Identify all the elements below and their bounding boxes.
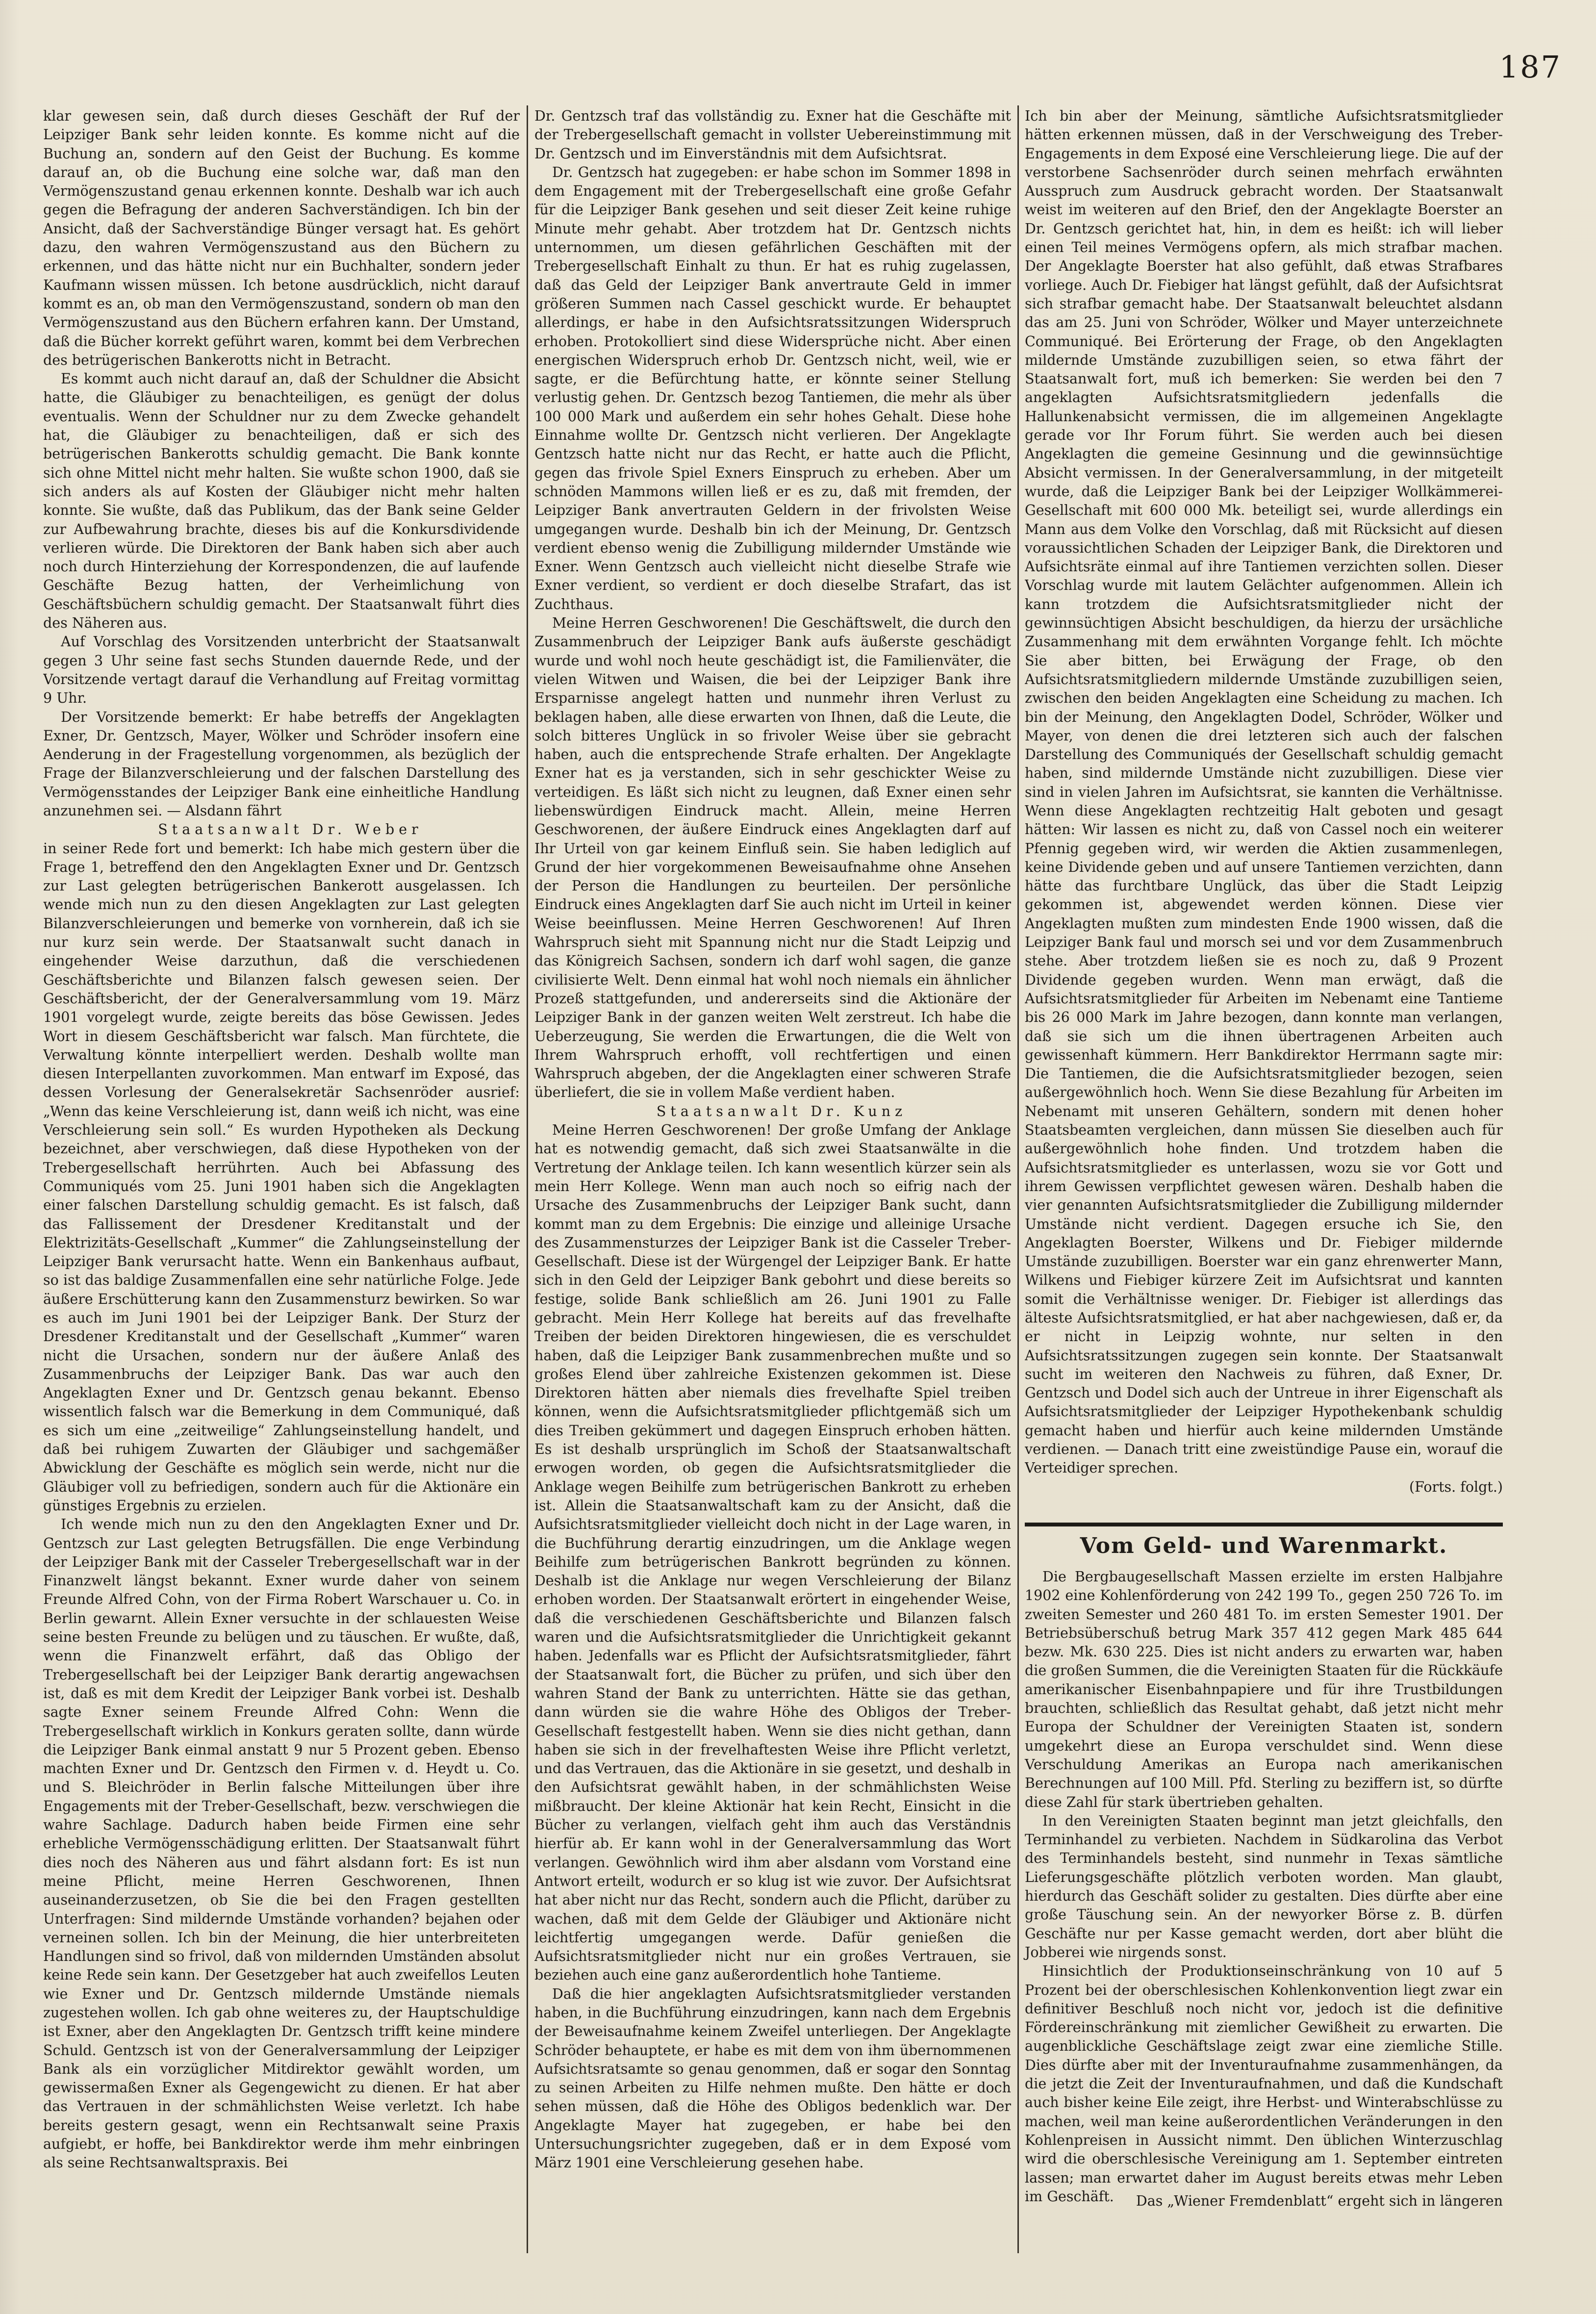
paragraph: In den Vereinigten Staaten beginnt man jetzt gleichfalls, den Terminhandel zu verbieten. Nachdem in Südkarolina das Verbot des Terminhandels besteht, sind nunmehr in Texas sämtliche Lieferungsgeschäfte plötzlich verboten worden. Man glaubt, hierdurch das Geschäft solider zu gestalten. Dies dürfte aber eine große Täuschung sein. An der newyorker Börse z. B. dürfen Geschäfte nur per Kasse gemacht werden, dort aber blüht die Jobberei wie nirgends sonst.	[1025, 1812, 1503, 1960]
column-3	[1025, 107, 1503, 1519]
paragraph: Ich wende mich nun zu den den Angeklagten Exner und Dr. Gentzsch zur Last gelegten Betrugsfällen. Die enge Verbindung der Leipziger Bank mit der Casseler Trebergesellschaft war in der Finanzwelt längst bekannt. Exner wurde daher von seinem Freunde Alfred Cohn, von der Firma Robert Warschauer u. Co. in Berlin gewarnt. Allein Exner versuchte in der schlauesten Weise seine besten Freunde zu belügen und zu täuschen. Er wußte, daß, wenn die Finanzwelt erfährt, daß das Obligo der Trebergesellschaft bei der Leipziger Bank derartig angewachsen ist, daß es mit dem Kredit der Leipziger Bank vorbei ist. Deshalb sagte Exner seinem Freunde Alfred Cohn: Wenn die Trebergesellschaft wirklich in Konkurs geraten sollte, dann würde die Leipziger Bank einmal anstatt 9 nur 5 Prozent geben. Ebenso machten Exner und Dr. Gentzsch den Firmen v. d. Heydt u. Co. und S. Bleichröder in Berlin falsche Mitteilungen über ihre Engagements mit der Treber-Gesellschaft, bezw. verschwiegen die wahre Sachlage. Dadurch haben beide Firmen eine sehr erhebliche Vermögensschädigung erlitten. Der Staatsanwalt führt dies noch des Näheren aus und fährt alsdann fort: Es ist nun meine Pflicht, meine Herren Geschworenen, Ihnen auseinanderzusetzen, ob Sie die bei den Fragen gestellten Unterfragen: Sind mildernde Umstände vorhanden? bejahen oder verneinen sollen. Ich bin der Meinung, die hier unterbreiteten Handlungen sind so frivol, daß von mildernden Umständen absolut keine Rede sein kann. Der Gesetzgeber hat auch zweifellos Leuten wie Exner und Dr. Gentzsch mildernde Umstände niemals zugestehen wollen. Ich gab ohne weiteres zu, der Hauptschuldige ist Exner, aber den Angeklagten Dr. Gentzsch trifft keine mindere Schuld. Gentzsch ist von der Generalversammlung der Leipziger Bank als ein vorzüglicher Mitdirektor gewählt worden, um gewissermaßen Exner als Gegengewicht zu dienen. Er hat aber das Vertrauen in der schmählichsten Weise verletzt. Ich habe bereits gestern gesagt, wenn ein Rechtsanwalt seine Praxis aufgiebt, er hoffe, bei Bankdirektor werde ihm mehr einbringen als seine Rechtsanwaltspraxis. Bei	[43, 1516, 520, 2171]
paragraph: Daß die hier angeklagten Aufsichtsratsmitglieder verstanden haben, in die Buchführung einzudringen, kann nach dem Ergebnis der Beweisaufnahme keinem Zweifel unterliegen. Der Angeklagte Schröder behauptete, er habe es mit dem von ihm übernommenen Aufsichtsratsamte so genau genommen, daß er sogar den Sonntag zu seinen Arbeiten zu Hilfe nehmen mußte. Den hätte er doch sehen müssen, daß die Höhe des Obligos bedenklich war. Der Angeklagte Mayer hat zugegeben, er habe bei den Untersuchungsrichter zugegeben, daß er in dem Exposé vom März 1901 eine Verschleierung gesehen habe.	[534, 1985, 1011, 2171]
paragraph: Meine Herren Geschworenen! Die Geschäftswelt, die durch den Zusammenbruch der Leipziger Bank aufs äußerste geschädigt wurde und wohl noch heute geschädigt ist, die Familienväter, die vielen Witwen und Waisen, die bei der Leipziger Bank ihre Ersparnisse angelegt hatten und nunmehr ihren Verlust zu beklagen haben, alle diese erwarten von Ihnen, daß die Leute, die solch bitteres Unglück in so frivoler Weise über sie gebracht haben, auch die entsprechende Strafe erhalten. Der Angeklagte Exner hat es ja verstanden, sich in sehr geschickter Weise zu verteidigen. Es läßt sich nicht zu leugnen, daß Exner einen sehr liebenswürdigen Eindruck macht. Allein, meine Herren Geschworenen, der äußere Eindruck eines Angeklagten darf auf Ihr Urteil von gar keinem Einfluß sein. Sie haben lediglich auf Grund der hier vorgekommenen Beweisaufnahme ohne Ansehen der Person die Handlungen zu beurteilen. Der persönliche Eindruck eines Angeklagten darf Sie auch nicht im Urteil in keiner Weise beeinflussen. Meine Herren Geschworenen! Auf Ihren Wahrspruch sieht mit Spannung nicht nur die Stadt Leipzig und das Königreich Sachsen, sondern ich darf wohl sagen, die ganze civilisierte Welt. Denn einmal hat wohl noch niemals ein ähnlicher Prozeß stattgefunden, und andererseits sind die Aktionäre der Leipziger Bank in der ganzen weiten Welt zerstreut. Ich habe die Ueberzeugung, Sie werden die Erwartungen, die die Welt von Ihrem Wahrspruch erhofft, voll rechtfertigen und einen Wahrspruch abgeben, der die Angeklagten einer schweren Strafe überliefert, die sie in vollem Maße verdient haben.	[534, 615, 1011, 1101]
continuation-note: (Forts. folgt.)	[1409, 1478, 1503, 1495]
speaker-heading: Staatsanwalt Dr. Weber	[158, 821, 423, 838]
paragraph: Es kommt auch nicht darauf an, daß der Schuldner die Absicht hatte, die Gläubiger zu benachteiligen, es genügt der dolus eventualis. Wenn der Schuldner nur zu dem Zwecke gehandelt hat, die Gläubiger zu benachteiligen, daß er sich des betrügerischen Bankerotts schuldig gemacht. Die Bank konnte sich ohne Mittel nicht mehr halten. Sie wußte schon 1900, daß sie sich anders als auf Kosten der Gläubiger nicht mehr halten konnte. Sie wußte, daß das Publikum, das der Bank seine Gelder zur Aufbewahrung brachte, dieses bis auf die Konkursdividende verlieren würde. Die Direktoren der Bank haben sich aber auch noch durch Hinterziehung der Korrespondenzen, die auf laufende Geschäfte Bezug hatten, der Verheimlichung von Geschäftsbüchern schuldig gemacht. Der Staatsanwalt führt dies des Näheren aus.	[43, 371, 520, 632]
paragraph: Dr. Gentzsch traf das vollständig zu. Exner hat die Geschäfte mit der Trebergesellschaft gemacht in vollster Uebereinstimmung mit Dr. Gentzsch und im Einverständnis mit dem Aufsichtsrat.	[534, 108, 1011, 162]
paragraph: Die Bergbaugesellschaft Massen erzielte im ersten Halbjahre 1902 eine Kohlenförderung von 242 199 To., gegen 250 726 To. im zweiten Semester und 260 481 To. im ersten Semester 1901. Der Betriebsüberschuß betrug Mark 357 412 gegen Mark 485 644 bezw. Mk. 630 225. Dies ist nicht anders zu erwarten war, haben die großen Summen, die die Vereinigten Staaten für die Rückkäufe amerikanischer Eisenbahnpapiere und für ihre Trustbildungen brauchten, schließlich das Resultat gehabt, daß jetzt nicht mehr Europa der Schuldner der Vereinigten Staaten ist, sondern umgekehrt diese an Europa verschuldet sind. Wenn diese Verschuldung Amerikas an Europa nach amerikanischen Berechnungen auf 100 Mill. Pfd. Sterling zu beziffern ist, so dürfte diese Zahl für stark übertrieben gehalten.	[1025, 1569, 1503, 1810]
column-2	[534, 107, 1011, 2274]
section-continuation-line: Das „Wiener Fremdenblatt“ ergeht sich in längeren	[1136, 2193, 1503, 2209]
column-1	[43, 107, 520, 2274]
paragraph: Hinsichtlich der Produktionseinschränkung von 10 auf 5 Prozent bei der oberschlesischen Kohlenkonvention liegt zwar ein definitiver Beschluß noch nicht vor, jedoch ist die definitive Fördereinschränkung mit ziemlicher Gewißheit zu erwarten. Die augenblickliche Geschäftslage zeigt zwar eine ziemliche Stille. Dies dürfte aber mit der Inventuraufnahme zusammenhängen, da die jetzt die Zeit der Inventuraufnahmen, und daß die Kundschaft auch bisher keine Eile zeigt, ihre Herbst- und Winterabschlüsse zu machen, weil man keine außerordentlichen Veränderungen in den Kohlenpreisen in Aussicht nimmt. Den üblichen Winterzuschlag wird die oberschlesische Vereinigung am 1. September eintreten lassen; man erwartet daher im August bereits etwas mehr Leben im Geschäft.	[1025, 1963, 1503, 2205]
paragraph: Meine Herren Geschworenen! Der große Umfang der Anklage hat es notwendig gemacht, daß sich zwei Staatsanwälte in die Vertretung der Anklage teilen. Ich kann wesentlich kürzer sein als mein Herr Kollege. Wenn man auch noch so eifrig nach der Ursache des Zusammenbruchs der Leipziger Bank sucht, dann kommt man zu dem Ergebnis: Die einzige und alleinige Ursache des Zusammensturzes der Leipziger Bank ist die Casseler Treber-Gesellschaft. Diese ist der Würgengel der Leipziger Bank. Er hatte sich in den Geld der Leipziger Bank gebohrt und diese bereits so festige, solide Bank schließlich am 26. Juni 1901 zu Falle gebracht. Mein Herr Kollege hat bereits auf das frevelhafte Treiben der beiden Direktoren hingewiesen, die es verschuldet haben, daß die Leipziger Bank zusammenbrechen mußte und so großes Elend über zahlreiche Existenzen gekommen ist. Diese Direktoren hätten aber niemals dies frevelhafte Spiel treiben können, wenn die Aufsichtsratsmitglieder pflichtgemäß sich um dies Treiben gekümmert und dagegen Einspruch erhoben hätten. Es ist deshalb ursprünglich im Schoß der Staatsanwaltschaft erwogen worden, ob gegen die Aufsichtsratsmitglieder die Anklage wegen Beihilfe zum betrügerischen Bankrott zu erheben ist. Allein die Staatsanwaltschaft kam zu der Ansicht, daß die Aufsichtsratsmitglieder vielleicht doch nicht in der Lage waren, in die Buchführung derartig einzudringen, um die Anklage wegen Beihilfe zum betrügerischen Bankrott begründen zu können. Deshalb ist die Anklage nur wegen Verschleierung der Bilanz erhoben worden. Der Staatsanwalt erörtert in eingehender Weise, daß die verschiedenen Geschäftsberichte und Bilanzen falsch waren und die Aufsichtsratsmitglieder die Unrichtigkeit gekannt haben. Jedenfalls war es Pflicht der Aufsichtsratsmitglieder, fährt der Staatsanwalt fort, die Bücher zu prüfen, und sich über den wahren Stand der Bank zu unterrichten. Hätte sie das gethan, dann würden sie die wahre Höhe des Obligos der Treber-Gesellschaft festgestellt haben. Wenn sie dies nicht gethan, dann haben sie sich in der frevelhaftesten Weise ihre Pflicht verletzt, und das Vertrauen, das die Aktionäre in sie gesetzt, und deshalb in den Aufsichtsrat gewählt haben, in der schmählichsten Weise mißbraucht. Der kleine Aktionär hat kein Recht, Einsicht in die Bücher zu verlangen, vielfach geht ihm auch das Verständnis hierfür ab. Er kann wohl in der Generalversammlung das Wort verlangen. Gewöhnlich wird ihm aber alsdann vom Vorstand eine Antwort erteilt, wodurch er so klug ist wie zuvor. Der Aufsichtsrat hat aber nicht nur das Recht, sondern auch die Pflicht, darüber zu wachen, daß mit dem Gelde der Gläubiger und Aktionäre nicht leichtfertig umgegangen werde. Dafür genießen die Aufsichtsratsmitglieder nicht nur ein großes Vertrauen, sie beziehen auch eine ganz außerordentlich hohe Tantieme.	[534, 1122, 1011, 1983]
speaker-heading: Staatsanwalt Dr. Kunz	[656, 1103, 907, 1119]
paragraph: in seiner Rede fort und bemerkt: Ich habe mich gestern über die Frage 1, betreffend den den Angeklagten Exner und Dr. Gentzsch zur Last gelegten betrügerischen Bankerott ausgelassen. Ich wende mich nun zu den diesen Angeklagten zur Last gelegten Bilanzverschleierungen und bemerke von vornherein, daß ich sie nur kurz sein werde. Der Staatsanwalt sucht danach in eingehender Weise darzuthun, daß die verschiedenen Geschäftsberichte und Bilanzen falsch gewesen seien. Der Geschäftsbericht, der der Generalversammlung vom 19. März 1901 vorgelegt wurde, zeigte bereits das böse Gewissen. Jedes Wort in diesem Geschäftsbericht war falsch. Man fürchtete, die Verwaltung könnte interpelliert werden. Deshalb wollte man diesen Interpellanten zuvorkommen. Man entwarf im Exposé, das dessen Vorlesung der Generalsekretär Sachsenröder ausrief: „Wenn das keine Verschleierung ist, dann weiß ich nicht, was eine Verschleierung sein soll.“ Es wurden Hypotheken als Deckung bezeichnet, aber verschwiegen, daß diese Hypotheken von der Trebergesellschaft herrührten. Auch bei Abfassung des Communiqués vom 25. Juni 1901 haben sich die Angeklagten einer falschen Darstellung schuldig gemacht. Es ist falsch, daß das Fallissement der Dresdener Kreditanstalt und der Elektrizitäts-Gesellschaft „Kummer“ die Zahlungseinstellung der Leipziger Bank verursacht hatte. Wenn ein Bankenhaus aufbaut, so ist das baldige Zusammenfallen eine sehr natürliche Folge. Jede äußere Erschütterung kann den Zusammensturz bewirken. So war es auch im Juni 1901 bei der Leipziger Bank. Der Sturz der Dresdener Kreditanstalt und der Gesellschaft „Kummer“ waren nicht die Ursachen, sondern nur der äußere Anlaß des Zusammenbruchs der Leipziger Bank. Das war auch den Angeklagten Exner und Dr. Gentzsch genau bekannt. Ebenso wissentlich falsch war die Bemerkung in dem Communiqué, daß es sich um eine „zeitweilige“ Zahlungseinstellung handelt, und daß bei ruhigem Zuwarten der Gläubiger und sachgemäßer Abwicklung der Geschäfte es möglich sein werde, nicht nur die Gläubiger voll zu befriedigen, sondern auch für die Aktionäre ein günstiges Ergebnis zu erzielen.	[43, 840, 520, 1514]
column-divider-right	[1017, 105, 1019, 2253]
paragraph: Dr. Gentzsch hat zugegeben: er habe schon im Sommer 1898 in dem Engagement mit der Trebergesellschaft eine große Gefahr für die Leipziger Bank gesehen und seit dieser Zeit keine ruhige Minute mehr gehabt. Aber trotzdem hat Dr. Gentzsch nichts unternommen, um diesen gefährlichen Geschäften mit der Trebergesellschaft Einhalt zu thun. Er hat es ruhig zugelassen, daß das Geld der Leipziger Bank anvertraute Geld in immer größeren Summen nach Cassel geschickt wurde. Er behauptet allerdings, er habe in den Aufsichtsratssitzungen Widerspruch erhoben. Protokolliert sind diese Widersprüche nicht. Aber einen energischen Widerspruch erhob Dr. Gentzsch nicht, weil, wie er sagte, er die Befürchtung hatte, er könnte seiner Stellung verlustig gehen. Dr. Gentzsch bezog Tantiemen, die mehr als über 100 000 Mark und außerdem ein sehr hohes Gehalt. Diese hohe Einnahme wollte Dr. Gentzsch nicht verlieren. Der Angeklagte Gentzsch hatte nicht nur das Recht, er hatte auch die Pflicht, gegen das frivole Spiel Exners Einspruch zu erheben. Aber um schnöden Mammons willen ließ er es zu, daß mit fremden, der Leipziger Bank anvertrauten Geldern in der frivolsten Weise umgegangen wurde. Deshalb bin ich der Meinung, Dr. Gentzsch verdient ebenso wenig die Zubilligung mildernder Umstände wie Exner. Wenn Gentzsch auch vielleicht nicht dieselbe Strafe wie Exner verdient, so verdient er doch dieselbe Strafart, das ist Zuchthaus.	[534, 164, 1011, 612]
paragraph: Auf Vorschlag des Vorsitzenden unterbricht der Staatsanwalt gegen 3 Uhr seine fast sechs Stunden dauernde Rede, und der Vorsitzende vertagt darauf die Verhandlung auf Freitag vormittag 9 Uhr.	[43, 634, 520, 707]
column-divider-left	[527, 105, 528, 2253]
section-title: Vom Geld- und Warenmarkt.	[1080, 1533, 1448, 1558]
page-number: 187	[1499, 49, 1562, 85]
paragraph: Der Vorsitzende bemerkt: Er habe betreffs der Angeklagten Exner, Dr. Gentzsch, Mayer, Wölker und Schröder insofern eine Aenderung in der Fragestellung vorgenommen, als bezüglich der Frage der Bilanzverschleierung und der falschen Darstellung des Vermögensstandes der Leipziger Bank eine einheitliche Handlung anzunehmen sei. — Alsdann fährt	[43, 709, 520, 819]
paragraph: Ich bin aber der Meinung, sämtliche Aufsichtsratsmitglieder hätten erkennen müssen, daß in der Verschweigung des Treber-Engagements in dem Exposé eine Verschleierung liege. Die auf der verstorbene Sachsenröder durch seinen mehrfach erwähnten Ausspruch zum Ausdruck gebracht worden. Der Staatsanwalt weist im weiteren auf den Brief, den der Angeklagte Boerster an Dr. Gentzsch gerichtet hat, hin, in dem es heißt: ich will lieber einen Teil meines Vermögens opfern, als mich strafbar machen. Der Angeklagte Boerster hat also gefühlt, daß etwas Strafbares vorliege. Auch Dr. Fiebiger hat längst gefühlt, daß der Aufsichtsrat sich strafbar gemacht habe. Der Staatsanwalt beleuchtet alsdann das am 25. Juni von Schröder, Wölker und Mayer unterzeichnete Communiqué. Bei Erörterung der Frage, ob den Angeklagten mildernde Umstände zuzubilligen seien, so etwa fährt der Staatsanwalt fort, muß ich bemerken: Sie werden bei den 7 angeklagten Aufsichtsratsmitgliedern jedenfalls die Hallunkenabsicht vermissen, die im allgemeinen Angeklagte gerade vor Ihr Forum führt. Sie werden auch bei diesen Angeklagten die gemeine Gesinnung und die gewinnsüchtige Absicht vermissen. In der Generalversammlung, in der mitgeteilt wurde, daß die Leipziger Bank bei der Leipziger Wollkämmerei-Gesellschaft mit 600 000 Mk. beteiligt sei, wurde allerdings ein Mann aus dem Volke den Vorschlag, daß mit Rücksicht auf diesen voraussichtlichen Schaden der Leipziger Bank, die Direktoren und Aufsichtsräte einmal auf ihre Tantiemen verzichten sollen. Dieser Vorschlag wurde mit lautem Gelächter aufgenommen. Allein ich kann trotzdem die Aufsichtsratsmitglieder nicht der gewinnsüchtigen Absicht beschuldigen, da hierzu der ursächliche Zusammenhang mit dem erwähnten Vorgange fehlt. Ich möchte Sie aber bitten, bei Erwägung der Frage, ob den Aufsichtsratsmitgliedern mildernde Umstände zuzubilligen seien, zwischen den beiden Angeklagten eine Scheidung zu machen. Ich bin der Meinung, den Angeklagten Dodel, Schröder, Wölker und Mayer, von denen die drei letzteren sich auch der falschen Darstellung des Communiqués der Gesellschaft schuldig gemacht haben, sind mildernde Umstände nicht zuzubilligen. Diese vier sind in vielen Jahren im Aufsichtsrat, sie kannten die Verhältnisse. Wenn diese Angeklagten rechtzeitig Halt geboten und gesagt hätten: Wir lassen es nicht zu, daß von Cassel noch ein weiterer Pfennig gegeben wird, wir werden die Aktien zusammenlegen, keine Dividende geben und auf unsere Tantiemen verzichten, dann hätte das furchtbare Unglück, das über die Stadt Leipzig gekommen ist, abgewendet werden können. Diese vier Angeklagten mußten zum mindesten Ende 1900 wissen, daß die Leipziger Bank faul und morsch sei und vor dem Zusammenbruch stehe. Aber trotzdem ließen sie es noch zu, daß 9 Prozent Dividende gegeben wurden. Wenn man erwägt, daß die Aufsichtsratsmitglieder für Arbeiten im Nebenamt eine Tantieme bis 26 000 Mark im Jahre bezogen, dann konnte man verlangen, daß sie sich um die ihnen übertragenen Arbeiten auch gewissenhaft kümmern. Herr Bankdirektor Herrmann sagte mir: Die Tantiemen, die die Aufsichtsratsmitglieder bezogen, seien außergewöhnlich hoch. Wenn Sie diese Bezahlung für Arbeiten im Nebenamt mit unseren Gehältern, sondern mit denen hoher Staatsbeamten vergleichen, dann müssen Sie dieselben auch für außergewöhnlich hohe finden. Und trotzdem haben die Aufsichtsratsmitglieder es unterlassen, wozu sie vor Gott und ihrem Gewissen verpflichtet gewesen wären. Deshalb haben die vier genannten Aufsichtsratsmitglieder die Zubilligung mildernder Umstände nicht verdient. Dagegen ersuche ich Sie, den Angeklagten Boerster, Wilkens und Dr. Fiebiger mildernde Umstände zuzubilligen. Boerster war ein ganz ehrenwerter Mann, Wilkens und Fiebiger kürzere Zeit im Aufsichtsrat und kannten somit die Verhältnisse weniger. Dr. Fiebiger ist allerdings das älteste Aufsichtsratsmitglied, er hat aber nachgewiesen, daß er, da er nicht in Leipzig wohnte, nur selten in den Aufsichtsratssitzungen zugegen sein konnte. Der Staatsanwalt sucht im weiteren den Nachweis zu führen, daß Exner, Dr. Gentzsch und Dodel sich auch der Untreue in ihrer Eigenschaft als Aufsichtsratsmitglieder der Leipziger Hypothekenbank schuldig gemacht haben und hierfür auch keine mildernden Umstände verdienen. — Danach tritt eine zweistündige Pause ein, worauf die Verteidiger sprechen.	[1025, 108, 1503, 1476]
section-rule	[1025, 1523, 1503, 1526]
paragraph: klar gewesen sein, daß durch dieses Geschäft der Ruf der Leipziger Bank sehr leiden konnte. Es komme nicht auf die Buchung an, sondern auf den Geist der Buchung. Es komme darauf an, ob die Buchung eine solche war, daß man den Vermögenszustand genau erkennen konnte. Deshalb war ich auch gegen die Befragung der anderen Sachverständigen. Ich bin der Ansicht, daß der Sachverständige Bünger versagt hat. Es gehört dazu, den wahren Vermögenszustand aus den Büchern zu erkennen, und das hätte nicht nur ein Buchhalter, sondern jeder Kaufmann wissen müssen. Ich betone ausdrücklich, nicht darauf kommt es an, ob man den Vermögenszustand, sondern ob man den Vermögenszustand aus den Büchern erfahren kann. Der Umstand, daß die Bücher korrekt geführt waren, kommt bei dem Verbrechen des betrügerischen Bankerotts nicht in Betracht.	[43, 108, 520, 368]
market-section	[1025, 1523, 1503, 2206]
